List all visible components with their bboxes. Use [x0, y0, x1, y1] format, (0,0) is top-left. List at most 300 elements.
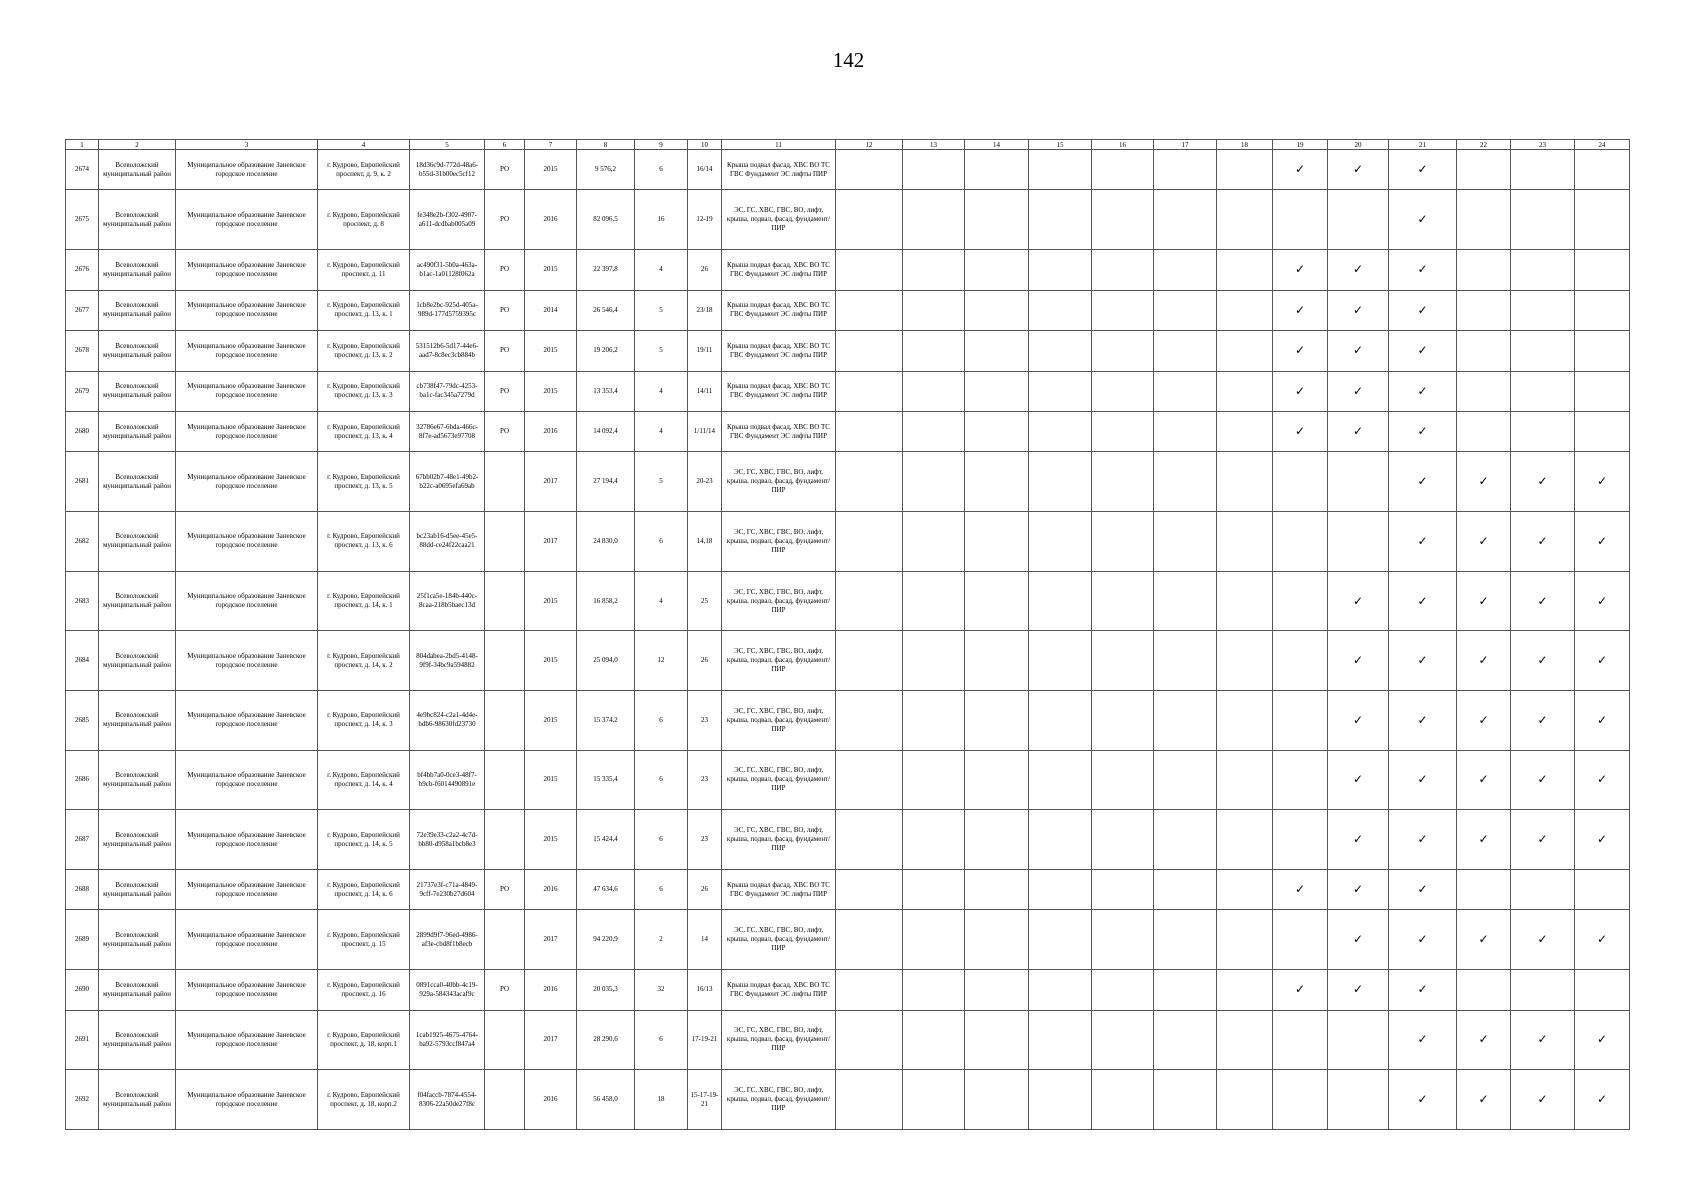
check-mark-icon: ✓ — [1457, 1010, 1511, 1070]
empty-cell — [1092, 810, 1154, 870]
row-number-cell: 2684 — [66, 631, 99, 691]
address-cell: г. Кудрово, Европейский проспект, д. 13, к. 3 — [318, 371, 410, 411]
empty-cell — [965, 290, 1029, 330]
empty-cell — [1029, 970, 1092, 1010]
col10-cell: 23 — [688, 810, 722, 870]
district-cell: Всеволожский муниципальный район — [99, 810, 176, 870]
empty-cell — [1029, 411, 1092, 451]
year-cell: 2016 — [525, 1070, 577, 1130]
address-cell: г. Кудрово, Европейский проспект, д. 11 — [318, 250, 410, 290]
empty-cell — [965, 691, 1029, 751]
year-cell: 2015 — [525, 810, 577, 870]
table-row — [66, 452, 1630, 512]
district-cell: Всеволожский муниципальный район — [99, 452, 176, 512]
empty-cell — [1154, 290, 1217, 330]
empty-cell — [1273, 1070, 1328, 1130]
empty-cell — [1029, 331, 1092, 371]
check-mark-icon: ✓ — [1389, 691, 1457, 751]
floors-cell: 5 — [635, 452, 688, 512]
area-cell: 24 830,0 — [577, 512, 635, 572]
area-cell: 13 353,4 — [577, 371, 635, 411]
municipality-cell: Муниципальное образование Заневское городское поселение — [176, 331, 318, 371]
check-mark-icon: ✓ — [1389, 1070, 1457, 1130]
empty-cell — [1217, 910, 1273, 970]
table-row — [66, 190, 1630, 250]
program-cell: РО — [485, 411, 525, 451]
year-cell: 2015 — [525, 571, 577, 631]
col10-cell: 14/11 — [688, 371, 722, 411]
district-cell: Всеволожский муниципальный район — [99, 250, 176, 290]
program-cell — [485, 910, 525, 970]
works-cell: Крыша подвал фасад, ХВС ВО ТС ГВС Фундамент ЭС лифты ПИР — [722, 290, 836, 330]
col10-cell: 26 — [688, 631, 722, 691]
program-cell — [485, 1070, 525, 1130]
row-number-cell: 2682 — [66, 512, 99, 572]
col10-cell: 25 — [688, 571, 722, 631]
address-cell: г. Кудрово, Европейский проспект, д. 18, корп.2 — [318, 1070, 410, 1130]
empty-cell — [1092, 512, 1154, 572]
floors-cell: 6 — [635, 869, 688, 909]
empty-cell — [836, 512, 903, 572]
works-cell: Крыша подвал фасад, ХВС ВО ТС ГВС Фундамент ЭС лифты ПИР — [722, 869, 836, 909]
works-cell: ЭС, ГС, ХВС, ГВС, ВО, лифт, крыша, подвал, фасад, фундамент/ПИР — [722, 571, 836, 631]
floors-cell: 4 — [635, 411, 688, 451]
column-number-header: 20 — [1328, 140, 1389, 150]
district-cell: Всеволожский муниципальный район — [99, 910, 176, 970]
col10-cell: 26 — [688, 250, 722, 290]
empty-cell — [1154, 910, 1217, 970]
empty-cell — [1029, 910, 1092, 970]
column-number-header: 10 — [688, 140, 722, 150]
floors-cell: 18 — [635, 1070, 688, 1130]
empty-cell — [1217, 290, 1273, 330]
check-mark-icon: ✓ — [1457, 750, 1511, 810]
empty-cell — [1029, 250, 1092, 290]
year-cell: 2017 — [525, 452, 577, 512]
works-cell: Крыша подвал фасад, ХВС ВО ТС ГВС Фундамент ЭС лифты ПИР — [722, 371, 836, 411]
area-cell: 26 546,4 — [577, 290, 635, 330]
empty-cell — [1092, 970, 1154, 1010]
check-mark-icon: ✓ — [1457, 512, 1511, 572]
empty-cell — [903, 910, 965, 970]
empty-cell — [1511, 970, 1575, 1010]
check-mark-icon: ✓ — [1575, 631, 1630, 691]
empty-cell — [1154, 190, 1217, 250]
empty-cell — [1092, 452, 1154, 512]
empty-cell — [1328, 1010, 1389, 1070]
empty-cell — [1092, 290, 1154, 330]
empty-cell — [836, 750, 903, 810]
check-mark-icon: ✓ — [1389, 290, 1457, 330]
municipality-cell: Муниципальное образование Заневское городское поселение — [176, 190, 318, 250]
column-number-header: 9 — [635, 140, 688, 150]
address-cell: г. Кудрово, Европейский проспект, д. 13, к. 1 — [318, 290, 410, 330]
year-cell: 2017 — [525, 910, 577, 970]
column-number-header: 6 — [485, 140, 525, 150]
year-cell: 2015 — [525, 331, 577, 371]
row-number-cell: 2687 — [66, 810, 99, 870]
works-cell: Крыша подвал фасад, ХВС ВО ТС ГВС Фундамент ЭС лифты ПИР — [722, 331, 836, 371]
municipality-cell: Муниципальное образование Заневское городское поселение — [176, 691, 318, 751]
check-mark-icon: ✓ — [1389, 512, 1457, 572]
area-cell: 27 194,4 — [577, 452, 635, 512]
table-row — [66, 631, 1630, 691]
program-cell — [485, 810, 525, 870]
empty-cell — [1217, 411, 1273, 451]
row-number-cell: 2689 — [66, 910, 99, 970]
address-cell: г. Кудрово, Европейский проспект, д. 14, к. 2 — [318, 631, 410, 691]
works-cell: ЭС, ГС, ХВС, ГВС, ВО, лифт, крыша, подвал, фасад, фундамент/ПИР — [722, 1070, 836, 1130]
floors-cell: 4 — [635, 371, 688, 411]
column-number-header-row — [66, 140, 1630, 150]
empty-cell — [903, 411, 965, 451]
empty-cell — [965, 869, 1029, 909]
check-mark-icon: ✓ — [1328, 331, 1389, 371]
municipality-cell: Муниципальное образование Заневское городское поселение — [176, 1010, 318, 1070]
column-number-header: 14 — [965, 140, 1029, 150]
empty-cell — [1154, 631, 1217, 691]
works-cell: ЭС, ГС, ХВС, ГВС, ВО, лифт, крыша, подвал, фасад, фундамент/ПИР — [722, 1010, 836, 1070]
floors-cell: 6 — [635, 1010, 688, 1070]
check-mark-icon: ✓ — [1457, 691, 1511, 751]
guid-cell: 72e39e33-c2a2-4c7d-bb80-d958a1bcb8e3 — [410, 810, 485, 870]
empty-cell — [1217, 691, 1273, 751]
check-mark-icon: ✓ — [1457, 631, 1511, 691]
works-cell: ЭС, ГС, ХВС, ГВС, ВО, лифт, крыша, подвал, фасад, фундамент/ПИР — [722, 631, 836, 691]
empty-cell — [903, 452, 965, 512]
program-cell: РО — [485, 290, 525, 330]
col10-cell: 12-19 — [688, 190, 722, 250]
empty-cell — [1092, 691, 1154, 751]
area-cell: 25 094,0 — [577, 631, 635, 691]
check-mark-icon: ✓ — [1511, 1010, 1575, 1070]
column-number-header: 3 — [176, 140, 318, 150]
col10-cell: 1/11/14 — [688, 411, 722, 451]
empty-cell — [965, 631, 1029, 691]
empty-cell — [1217, 150, 1273, 190]
floors-cell: 5 — [635, 290, 688, 330]
floors-cell: 2 — [635, 910, 688, 970]
program-cell — [485, 571, 525, 631]
empty-cell — [1217, 331, 1273, 371]
municipality-cell: Муниципальное образование Заневское городское поселение — [176, 150, 318, 190]
empty-cell — [836, 910, 903, 970]
table-row — [66, 331, 1630, 371]
guid-cell: 67bb02b7-48e1-49b2-b22c-a0695efa69ab — [410, 452, 485, 512]
col10-cell: 15-17-19-21 — [688, 1070, 722, 1130]
column-number-header: 8 — [577, 140, 635, 150]
row-number-cell: 2681 — [66, 452, 99, 512]
empty-cell — [1217, 1010, 1273, 1070]
empty-cell — [965, 452, 1029, 512]
district-cell: Всеволожский муниципальный район — [99, 970, 176, 1010]
empty-cell — [1029, 512, 1092, 572]
municipality-cell: Муниципальное образование Заневское городское поселение — [176, 250, 318, 290]
empty-cell — [1217, 512, 1273, 572]
empty-cell — [1328, 190, 1389, 250]
empty-cell — [1092, 250, 1154, 290]
row-number-cell: 2678 — [66, 331, 99, 371]
column-number-header: 24 — [1575, 140, 1630, 150]
empty-cell — [836, 1010, 903, 1070]
table-row — [66, 910, 1630, 970]
col10-cell: 20-23 — [688, 452, 722, 512]
check-mark-icon: ✓ — [1575, 452, 1630, 512]
empty-cell — [836, 331, 903, 371]
check-mark-icon: ✓ — [1328, 150, 1389, 190]
check-mark-icon: ✓ — [1389, 810, 1457, 870]
empty-cell — [1029, 290, 1092, 330]
check-mark-icon: ✓ — [1575, 750, 1630, 810]
municipality-cell: Муниципальное образование Заневское городское поселение — [176, 290, 318, 330]
municipality-cell: Муниципальное образование Заневское городское поселение — [176, 1070, 318, 1130]
floors-cell: 6 — [635, 810, 688, 870]
empty-cell — [1092, 1010, 1154, 1070]
district-cell: Всеволожский муниципальный район — [99, 571, 176, 631]
col10-cell: 17-19-21 — [688, 1010, 722, 1070]
empty-cell — [903, 970, 965, 1010]
row-number-cell: 2690 — [66, 970, 99, 1010]
column-number-header: 21 — [1389, 140, 1457, 150]
year-cell: 2015 — [525, 750, 577, 810]
works-cell: ЭС, ГС, ХВС, ГВС, ВО, лифт, крыша, подвал, фасад, фундамент/ПИР — [722, 810, 836, 870]
program-cell: РО — [485, 250, 525, 290]
empty-cell — [1217, 571, 1273, 631]
column-number-header: 17 — [1154, 140, 1217, 150]
works-cell: Крыша подвал фасад, ХВС ВО ТС ГВС Фундамент ЭС лифты ПИР — [722, 250, 836, 290]
area-cell: 16 858,2 — [577, 571, 635, 631]
row-number-cell: 2675 — [66, 190, 99, 250]
row-number-cell: 2692 — [66, 1070, 99, 1130]
program-cell — [485, 750, 525, 810]
guid-cell: 18d36c9d-772d-48a6-b55d-31b00ec5cf12 — [410, 150, 485, 190]
year-cell: 2016 — [525, 869, 577, 909]
column-number-header: 19 — [1273, 140, 1328, 150]
empty-cell — [1511, 411, 1575, 451]
check-mark-icon: ✓ — [1575, 691, 1630, 751]
program-cell — [485, 631, 525, 691]
check-mark-icon: ✓ — [1328, 691, 1389, 751]
row-number-cell: 2691 — [66, 1010, 99, 1070]
year-cell: 2016 — [525, 190, 577, 250]
empty-cell — [965, 371, 1029, 411]
col10-cell: 26 — [688, 869, 722, 909]
empty-cell — [1273, 631, 1328, 691]
column-number-header: 12 — [836, 140, 903, 150]
table-row — [66, 1070, 1630, 1130]
empty-cell — [1511, 331, 1575, 371]
area-cell: 94 220,9 — [577, 910, 635, 970]
empty-cell — [1092, 331, 1154, 371]
empty-cell — [1457, 331, 1511, 371]
address-cell: г. Кудрово, Европейский проспект, д. 9, к. 2 — [318, 150, 410, 190]
district-cell: Всеволожский муниципальный район — [99, 371, 176, 411]
guid-cell: 2899d9f7-96ed-4986-af3e-cbd8f1b8ecb — [410, 910, 485, 970]
works-cell: ЭС, ГС, ХВС, ГВС, ВО, лифт, крыша, подвал, фасад, фундамент/ПИР — [722, 452, 836, 512]
table-row — [66, 810, 1630, 870]
check-mark-icon: ✓ — [1328, 290, 1389, 330]
check-mark-icon: ✓ — [1511, 810, 1575, 870]
empty-cell — [1457, 371, 1511, 411]
area-cell: 15 335,4 — [577, 750, 635, 810]
row-number-cell: 2683 — [66, 571, 99, 631]
empty-cell — [1217, 631, 1273, 691]
row-number-cell: 2677 — [66, 290, 99, 330]
year-cell: 2015 — [525, 150, 577, 190]
empty-cell — [903, 250, 965, 290]
empty-cell — [1029, 150, 1092, 190]
empty-cell — [1217, 1070, 1273, 1130]
year-cell: 2015 — [525, 250, 577, 290]
area-cell: 22 397,8 — [577, 250, 635, 290]
program-cell: РО — [485, 331, 525, 371]
empty-cell — [1029, 631, 1092, 691]
empty-cell — [903, 1010, 965, 1070]
empty-cell — [1154, 512, 1217, 572]
check-mark-icon: ✓ — [1273, 150, 1328, 190]
empty-cell — [1575, 869, 1630, 909]
empty-cell — [965, 411, 1029, 451]
empty-cell — [1511, 150, 1575, 190]
empty-cell — [1029, 452, 1092, 512]
empty-cell — [1457, 290, 1511, 330]
guid-cell: 21737e3f-c71a-4849-9cff-7e230b27d604 — [410, 869, 485, 909]
address-cell: г. Кудрово, Европейский проспект, д. 13, к. 2 — [318, 331, 410, 371]
guid-cell: bf4bb7a0-0ce3-48f7-b9cb-f6014490891e — [410, 750, 485, 810]
floors-cell: 32 — [635, 970, 688, 1010]
check-mark-icon: ✓ — [1273, 290, 1328, 330]
works-cell: Крыша подвал фасад, ХВС ВО ТС ГВС Фундамент ЭС лифты ПИР — [722, 970, 836, 1010]
program-cell: РО — [485, 970, 525, 1010]
check-mark-icon: ✓ — [1389, 452, 1457, 512]
check-mark-icon: ✓ — [1389, 970, 1457, 1010]
check-mark-icon: ✓ — [1273, 869, 1328, 909]
table-row — [66, 970, 1630, 1010]
empty-cell — [1092, 910, 1154, 970]
check-mark-icon: ✓ — [1511, 691, 1575, 751]
empty-cell — [1029, 571, 1092, 631]
table-row — [66, 150, 1630, 190]
column-number-header: 15 — [1029, 140, 1092, 150]
empty-cell — [965, 331, 1029, 371]
district-cell: Всеволожский муниципальный район — [99, 290, 176, 330]
municipality-cell: Муниципальное образование Заневское городское поселение — [176, 970, 318, 1010]
empty-cell — [1217, 869, 1273, 909]
empty-cell — [1273, 452, 1328, 512]
address-cell: г. Кудрово, Европейский проспект, д. 14, к. 3 — [318, 691, 410, 751]
check-mark-icon: ✓ — [1273, 411, 1328, 451]
table-row — [66, 750, 1630, 810]
area-cell: 14 092,4 — [577, 411, 635, 451]
works-cell: Крыша подвал фасад, ХВС ВО ТС ГВС Фундамент ЭС лифты ПИР — [722, 150, 836, 190]
area-cell: 56 458,0 — [577, 1070, 635, 1130]
empty-cell — [903, 331, 965, 371]
empty-cell — [1457, 411, 1511, 451]
floors-cell: 6 — [635, 512, 688, 572]
guid-cell: 32786e67-6bda-466c-8f7e-ad5673e97708 — [410, 411, 485, 451]
year-cell: 2016 — [525, 411, 577, 451]
address-cell: г. Кудрово, Европейский проспект, д. 8 — [318, 190, 410, 250]
guid-cell: 25f1ca5e-184b-440c-8caa-218b5baec13d — [410, 571, 485, 631]
guid-cell: cb738f47-79dc-4253-ba1c-fac345a7279d — [410, 371, 485, 411]
col10-cell: 23 — [688, 750, 722, 810]
area-cell: 15 374,2 — [577, 691, 635, 751]
program-cell — [485, 452, 525, 512]
empty-cell — [1457, 869, 1511, 909]
check-mark-icon: ✓ — [1457, 910, 1511, 970]
empty-cell — [903, 631, 965, 691]
empty-cell — [903, 869, 965, 909]
district-cell: Всеволожский муниципальный район — [99, 691, 176, 751]
empty-cell — [836, 250, 903, 290]
check-mark-icon: ✓ — [1511, 1070, 1575, 1130]
empty-cell — [1154, 250, 1217, 290]
check-mark-icon: ✓ — [1575, 571, 1630, 631]
empty-cell — [1273, 571, 1328, 631]
column-number-header: 22 — [1457, 140, 1511, 150]
area-cell: 20 035,3 — [577, 970, 635, 1010]
row-number-cell: 2685 — [66, 691, 99, 751]
year-cell: 2014 — [525, 290, 577, 330]
col10-cell: 14 — [688, 910, 722, 970]
empty-cell — [1575, 411, 1630, 451]
row-number-cell: 2686 — [66, 750, 99, 810]
address-cell: г. Кудрово, Европейский проспект, д. 16 — [318, 970, 410, 1010]
table-row — [66, 290, 1630, 330]
floors-cell: 4 — [635, 571, 688, 631]
empty-cell — [1092, 571, 1154, 631]
table-row — [66, 691, 1630, 751]
floors-cell: 6 — [635, 150, 688, 190]
check-mark-icon: ✓ — [1575, 1070, 1630, 1130]
empty-cell — [1217, 190, 1273, 250]
table-row — [66, 411, 1630, 451]
check-mark-icon: ✓ — [1511, 512, 1575, 572]
empty-cell — [1457, 150, 1511, 190]
empty-cell — [1511, 371, 1575, 411]
empty-cell — [836, 411, 903, 451]
empty-cell — [1154, 411, 1217, 451]
empty-cell — [836, 631, 903, 691]
address-cell: г. Кудрово, Европейский проспект, д. 13, к. 4 — [318, 411, 410, 451]
check-mark-icon: ✓ — [1328, 411, 1389, 451]
program-cell: РО — [485, 150, 525, 190]
municipality-cell: Муниципальное образование Заневское городское поселение — [176, 452, 318, 512]
municipality-cell: Муниципальное образование Заневское городское поселение — [176, 631, 318, 691]
guid-cell: 0891cca0-40bb-4c19-929a-584343acaf9c — [410, 970, 485, 1010]
housing-registry-table — [65, 139, 1630, 1130]
empty-cell — [1029, 190, 1092, 250]
empty-cell — [836, 869, 903, 909]
empty-cell — [1575, 970, 1630, 1010]
empty-cell — [1154, 869, 1217, 909]
empty-cell — [1511, 869, 1575, 909]
empty-cell — [903, 290, 965, 330]
empty-cell — [1328, 452, 1389, 512]
check-mark-icon: ✓ — [1389, 371, 1457, 411]
empty-cell — [1154, 1070, 1217, 1130]
works-cell: Крыша подвал фасад, ХВС ВО ТС ГВС Фундамент ЭС лифты ПИР — [722, 411, 836, 451]
row-number-cell: 2679 — [66, 371, 99, 411]
empty-cell — [1217, 452, 1273, 512]
row-number-cell: 2688 — [66, 869, 99, 909]
empty-cell — [1092, 869, 1154, 909]
column-number-header: 18 — [1217, 140, 1273, 150]
column-number-header: 23 — [1511, 140, 1575, 150]
check-mark-icon: ✓ — [1457, 1070, 1511, 1130]
empty-cell — [1154, 750, 1217, 810]
empty-cell — [1029, 810, 1092, 870]
